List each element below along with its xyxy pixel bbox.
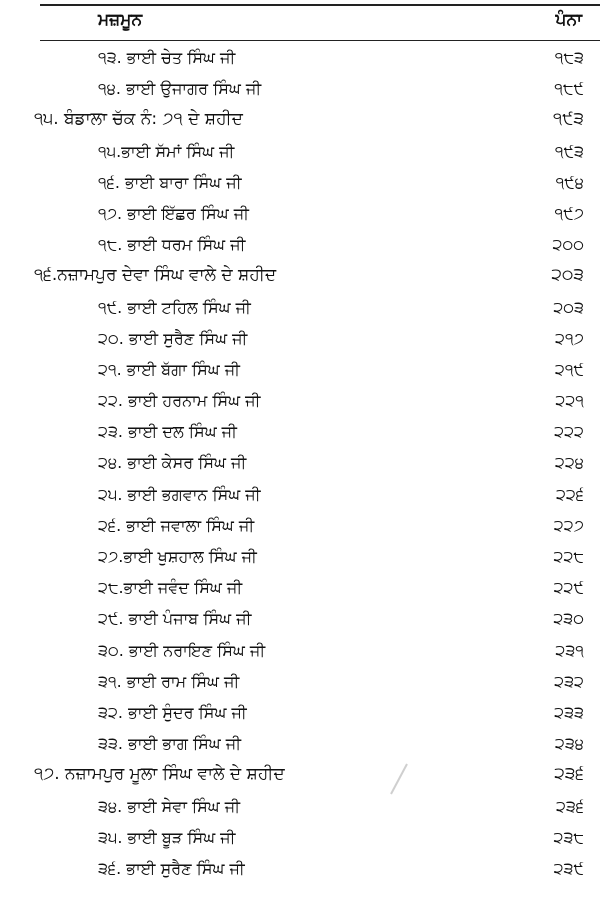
page-number: ੨੩੦ bbox=[553, 609, 584, 629]
toc-section-row bbox=[0, 759, 600, 790]
page-number: ੨੩੬ bbox=[555, 796, 584, 816]
toc-entry-row bbox=[0, 697, 600, 728]
page-number: ੨੩੨ bbox=[554, 671, 584, 691]
page-number: ੨੩੬ bbox=[554, 764, 584, 785]
page-number: ੨੨੭ bbox=[553, 515, 584, 535]
page-number: ੧੯੩ bbox=[554, 141, 584, 161]
column-title-heading: ਮਜ਼ਮੂਨ bbox=[98, 10, 143, 30]
page-number: ੨੩੪ bbox=[554, 734, 584, 754]
entry-title: ੩੨. ਭਾਈ ਸੁੰਦਰ ਸਿੰਘ ਜੀ bbox=[98, 702, 247, 722]
page-number: ੧੮੯ bbox=[554, 79, 584, 99]
toc-entry-row bbox=[0, 136, 600, 167]
entry-title: ੨੦. ਭਾਈ ਸੁਰੈਣ ਸਿੰਘ ਜੀ bbox=[98, 328, 248, 348]
page-number: ੨੦੩ bbox=[551, 265, 584, 286]
toc-entry-row bbox=[0, 167, 600, 198]
toc-entry-row bbox=[0, 853, 600, 884]
toc-entry-row bbox=[0, 510, 600, 541]
page-number: ੨੦੦ bbox=[552, 235, 584, 255]
toc-section-row bbox=[0, 104, 600, 135]
page-number: ੨੨੬ bbox=[555, 484, 584, 504]
toc-entry-row bbox=[0, 385, 600, 416]
toc-entry-row bbox=[0, 728, 600, 759]
entry-title: ੩੫. ਭਾਈ ਬੂੜ ਸਿੰਘ ਜੀ bbox=[98, 827, 236, 847]
header-rule bbox=[40, 40, 600, 41]
page-number: ੧੯੭ bbox=[554, 203, 584, 223]
section-title: ੧੭. ਨਜ਼ਾਮਪੁਰ ਮੂਲਾ ਸਿੰਘ ਵਾਲੇ ਦੇ ਸ਼ਹੀਦ bbox=[34, 764, 285, 785]
entry-title: ੧੯. ਭਾਈ ਟਹਿਲ ਸਿੰਘ ਜੀ bbox=[98, 297, 251, 317]
table-of-contents bbox=[0, 42, 600, 884]
page-number: ੨੨੨ bbox=[554, 422, 584, 442]
toc-entry-row bbox=[0, 666, 600, 697]
toc-entry-row bbox=[0, 541, 600, 572]
entry-title: ੨੨. ਭਾਈ ਹਰਨਾਮ ਸਿੰਘ ਜੀ bbox=[98, 391, 261, 411]
entry-title: ੩੧. ਭਾਈ ਰਾਮ ਸਿੰਘ ਜੀ bbox=[98, 671, 240, 691]
entry-title: ੩੪. ਭਾਈ ਸੇਵਾ ਸਿੰਘ ਜੀ bbox=[98, 796, 241, 816]
entry-title: ੧੭. ਭਾਈ ਇੱਛਰ ਸਿੰਘ ਜੀ bbox=[98, 203, 249, 223]
entry-title: ੧੮. ਭਾਈ ਧਰਮ ਸਿੰਘ ਜੀ bbox=[98, 235, 246, 255]
entry-title: ੧੫.ਭਾਈ ਸੱਮਾਂ ਸਿੰਘ ਜੀ bbox=[98, 141, 235, 161]
toc-header bbox=[0, 6, 600, 36]
entry-title: ੨੧. ਭਾਈ ਬੱਗਾ ਸਿੰਘ ਜੀ bbox=[98, 359, 240, 379]
toc-entry-row bbox=[0, 603, 600, 634]
entry-title: ੨੭.ਭਾਈ ਖੁਸ਼ਹਾਲ ਸਿੰਘ ਜੀ bbox=[98, 547, 257, 566]
toc-entry-row bbox=[0, 42, 600, 73]
toc-entry-row bbox=[0, 822, 600, 853]
toc-entry-row bbox=[0, 447, 600, 478]
page-number: ੨੦੩ bbox=[553, 297, 584, 317]
column-page-heading: ਪੰਨਾ bbox=[555, 10, 582, 30]
entry-title: ੩੦. ਭਾਈ ਨਰਾਇਣ ਸਿੰਘ ਜੀ bbox=[98, 640, 266, 660]
entry-title: ੩੩. ਭਾਈ ਭਾਗ ਸਿੰਘ ਜੀ bbox=[98, 734, 242, 754]
page-number: ੧੯੪ bbox=[555, 172, 584, 192]
section-title: ੧੬.ਨਜ਼ਾਮਪੁਰ ਦੇਵਾ ਸਿੰਘ ਵਾਲੇ ਦੇ ਸ਼ਹੀਦ bbox=[34, 265, 277, 286]
page-number: ੨੨੧ bbox=[555, 391, 584, 411]
entry-title: ੨੪. ਭਾਈ ਕੇਸਰ ਸਿੰਘ ਜੀ bbox=[98, 453, 247, 473]
page-number: ੨੨੪ bbox=[554, 453, 584, 473]
section-title: ੧੫. ਬੰਡਾਲਾ ਚੱਕ ਨੰ: ੭੧ ਦੇ ਸ਼ਹੀਦ bbox=[34, 109, 243, 130]
toc-entry-row bbox=[0, 198, 600, 229]
entry-title: ੧੪. ਭਾਈ ਉਜਾਗਰ ਸਿੰਘ ਜੀ bbox=[98, 79, 262, 99]
page-number: ੨੩੮ bbox=[553, 827, 584, 847]
page-number: ੨੨੯ bbox=[553, 578, 584, 598]
entry-title: ੨੯. ਭਾਈ ਪੰਜਾਬ ਸਿੰਘ ਜੀ bbox=[98, 609, 252, 629]
toc-entry-row bbox=[0, 354, 600, 385]
page-number: ੨੩੯ bbox=[553, 858, 584, 878]
page-number: ੨੩੧ bbox=[555, 640, 584, 660]
toc-entry-row bbox=[0, 791, 600, 822]
page-number: ੧੮੩ bbox=[554, 48, 584, 67]
toc-entry-row bbox=[0, 73, 600, 104]
toc-section-row bbox=[0, 260, 600, 291]
entry-title: ੨੬. ਭਾਈ ਜਵਾਲਾ ਸਿੰਘ ਜੀ bbox=[98, 515, 255, 535]
entry-title: ੧੬. ਭਾਈ ਬਾਰਾ ਸਿੰਘ ਜੀ bbox=[98, 172, 242, 192]
entry-title: ੨੮.ਭਾਈ ਜਵੰਦ ਸਿੰਘ ਜੀ bbox=[98, 578, 243, 598]
toc-entry-row bbox=[0, 292, 600, 323]
entry-title: ੩੬. ਭਾਈ ਸੁਰੈਣ ਸਿੰਘ ਜੀ bbox=[98, 858, 245, 878]
page-number: ੨੧੯ bbox=[554, 359, 584, 379]
page-number: ੧੯੩ bbox=[553, 109, 584, 130]
toc-entry-row bbox=[0, 572, 600, 603]
page-number: ੨੧੭ bbox=[555, 328, 584, 348]
entry-title: ੨੩. ਭਾਈ ਦਲ ਸਿੰਘ ਜੀ bbox=[98, 422, 237, 442]
toc-entry-row bbox=[0, 323, 600, 354]
entry-title: ੧੩. ਭਾਈ ਚੇਤ ਸਿੰਘ ਜੀ bbox=[98, 48, 236, 67]
toc-entry-row bbox=[0, 635, 600, 666]
toc-entry-row bbox=[0, 229, 600, 260]
toc-entry-row bbox=[0, 416, 600, 447]
page-number: ੨੩੩ bbox=[554, 702, 584, 722]
toc-entry-row bbox=[0, 479, 600, 510]
entry-title: ੨੫. ਭਾਈ ਭਗਵਾਨ ਸਿੰਘ ਜੀ bbox=[98, 484, 261, 504]
page-number: ੨੨੮ bbox=[553, 547, 584, 566]
